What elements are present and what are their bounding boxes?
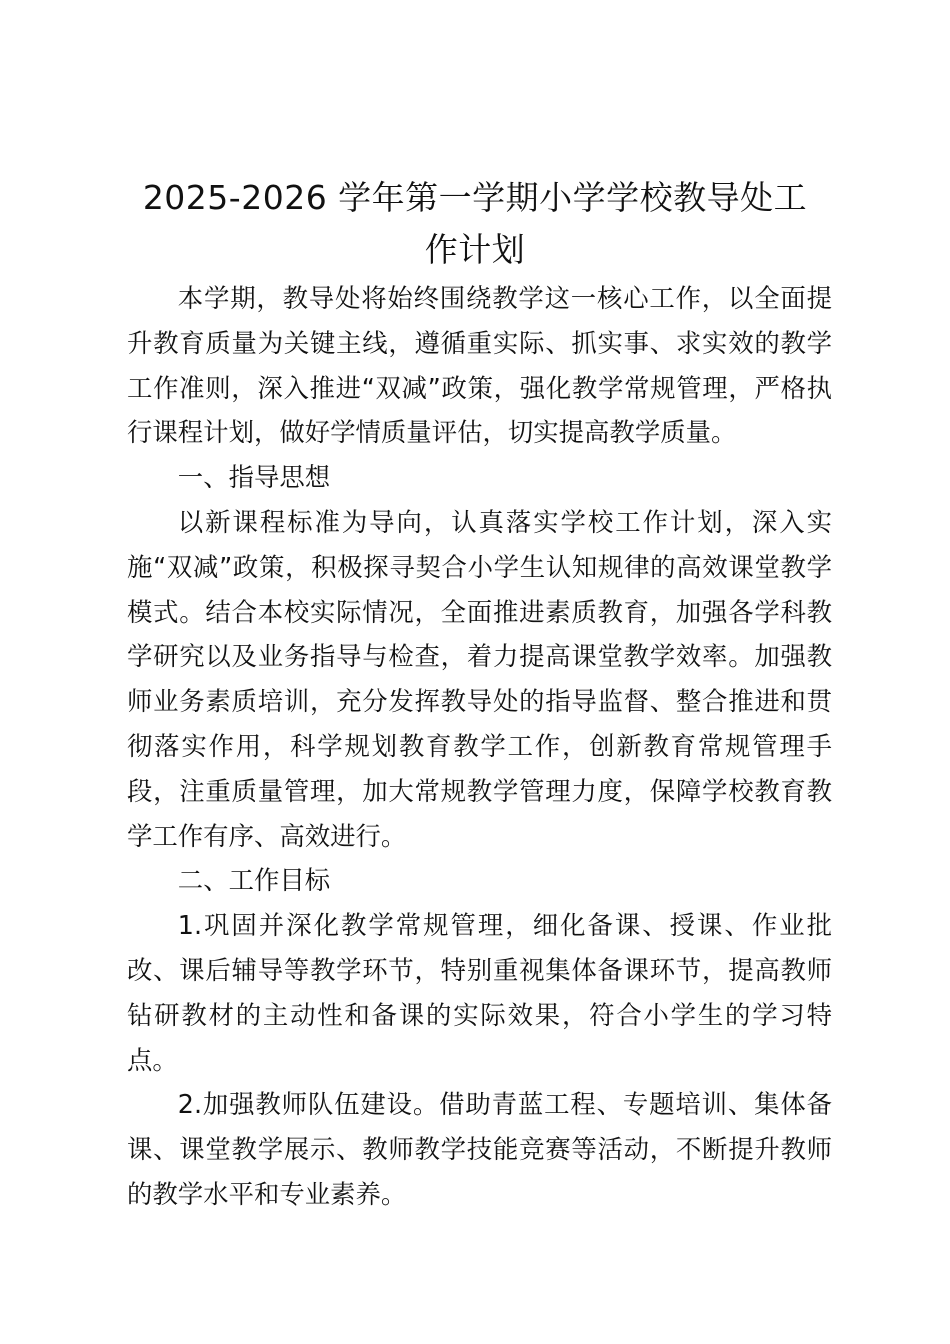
work-goal-item-2: 2.加强教师队伍建设。借助青蓝工程、专题培训、集体备课、课堂教学展示、教师教学技能竞赛等活动，不断提升教师的教学水平和专业素养。 [127,1089,832,1209]
document-body [127,276,832,1217]
document-title [100,172,850,276]
title-line-2: 作计划 [424,230,526,269]
section-heading-work-goals: 二、工作目标 [177,865,331,896]
guiding-ideology-paragraph: 以新课程标准为导向，认真落实学校工作计划，深入实施“双减”政策，积极探寻契合小学生认知规律的高效课堂教学模式。结合本校实际情况，全面推进素质教育，加强各学科教学研究以及业务指导与检查，着力提高课堂教学效率。加强教师业务素质培训，充分发挥教导处的指导监督、整合推进和贯彻落实作用，科学规划教育教学工作，创新教育常规管理手段，注重质量管理，加大常规教学管理力度，保障学校教育教学工作有序、高效进行。 [127,506,832,851]
title-line-1: 2025-2026 学年第一学期小学学校教导处工 [142,178,808,217]
work-goal-item-1: 1.巩固并深化教学常规管理，细化备课、授课、作业批改、课后辅导等教学环节，特别重视集体备课环节，提高教师钻研教材的主动性和备课的实际效果，符合小学生的学习特点。 [127,910,832,1075]
intro-paragraph: 本学期，教导处将始终围绕教学这一核心工作，以全面提升教育质量为关键主线，遵循重实际、抓实事、求实效的教学工作准则，深入推进“双减”政策，强化教学常规管理，严格执行课程计划，做好学情质量评估，切实提高教学质量。 [127,283,832,448]
section-heading-guiding-ideology: 一、指导思想 [177,462,331,493]
